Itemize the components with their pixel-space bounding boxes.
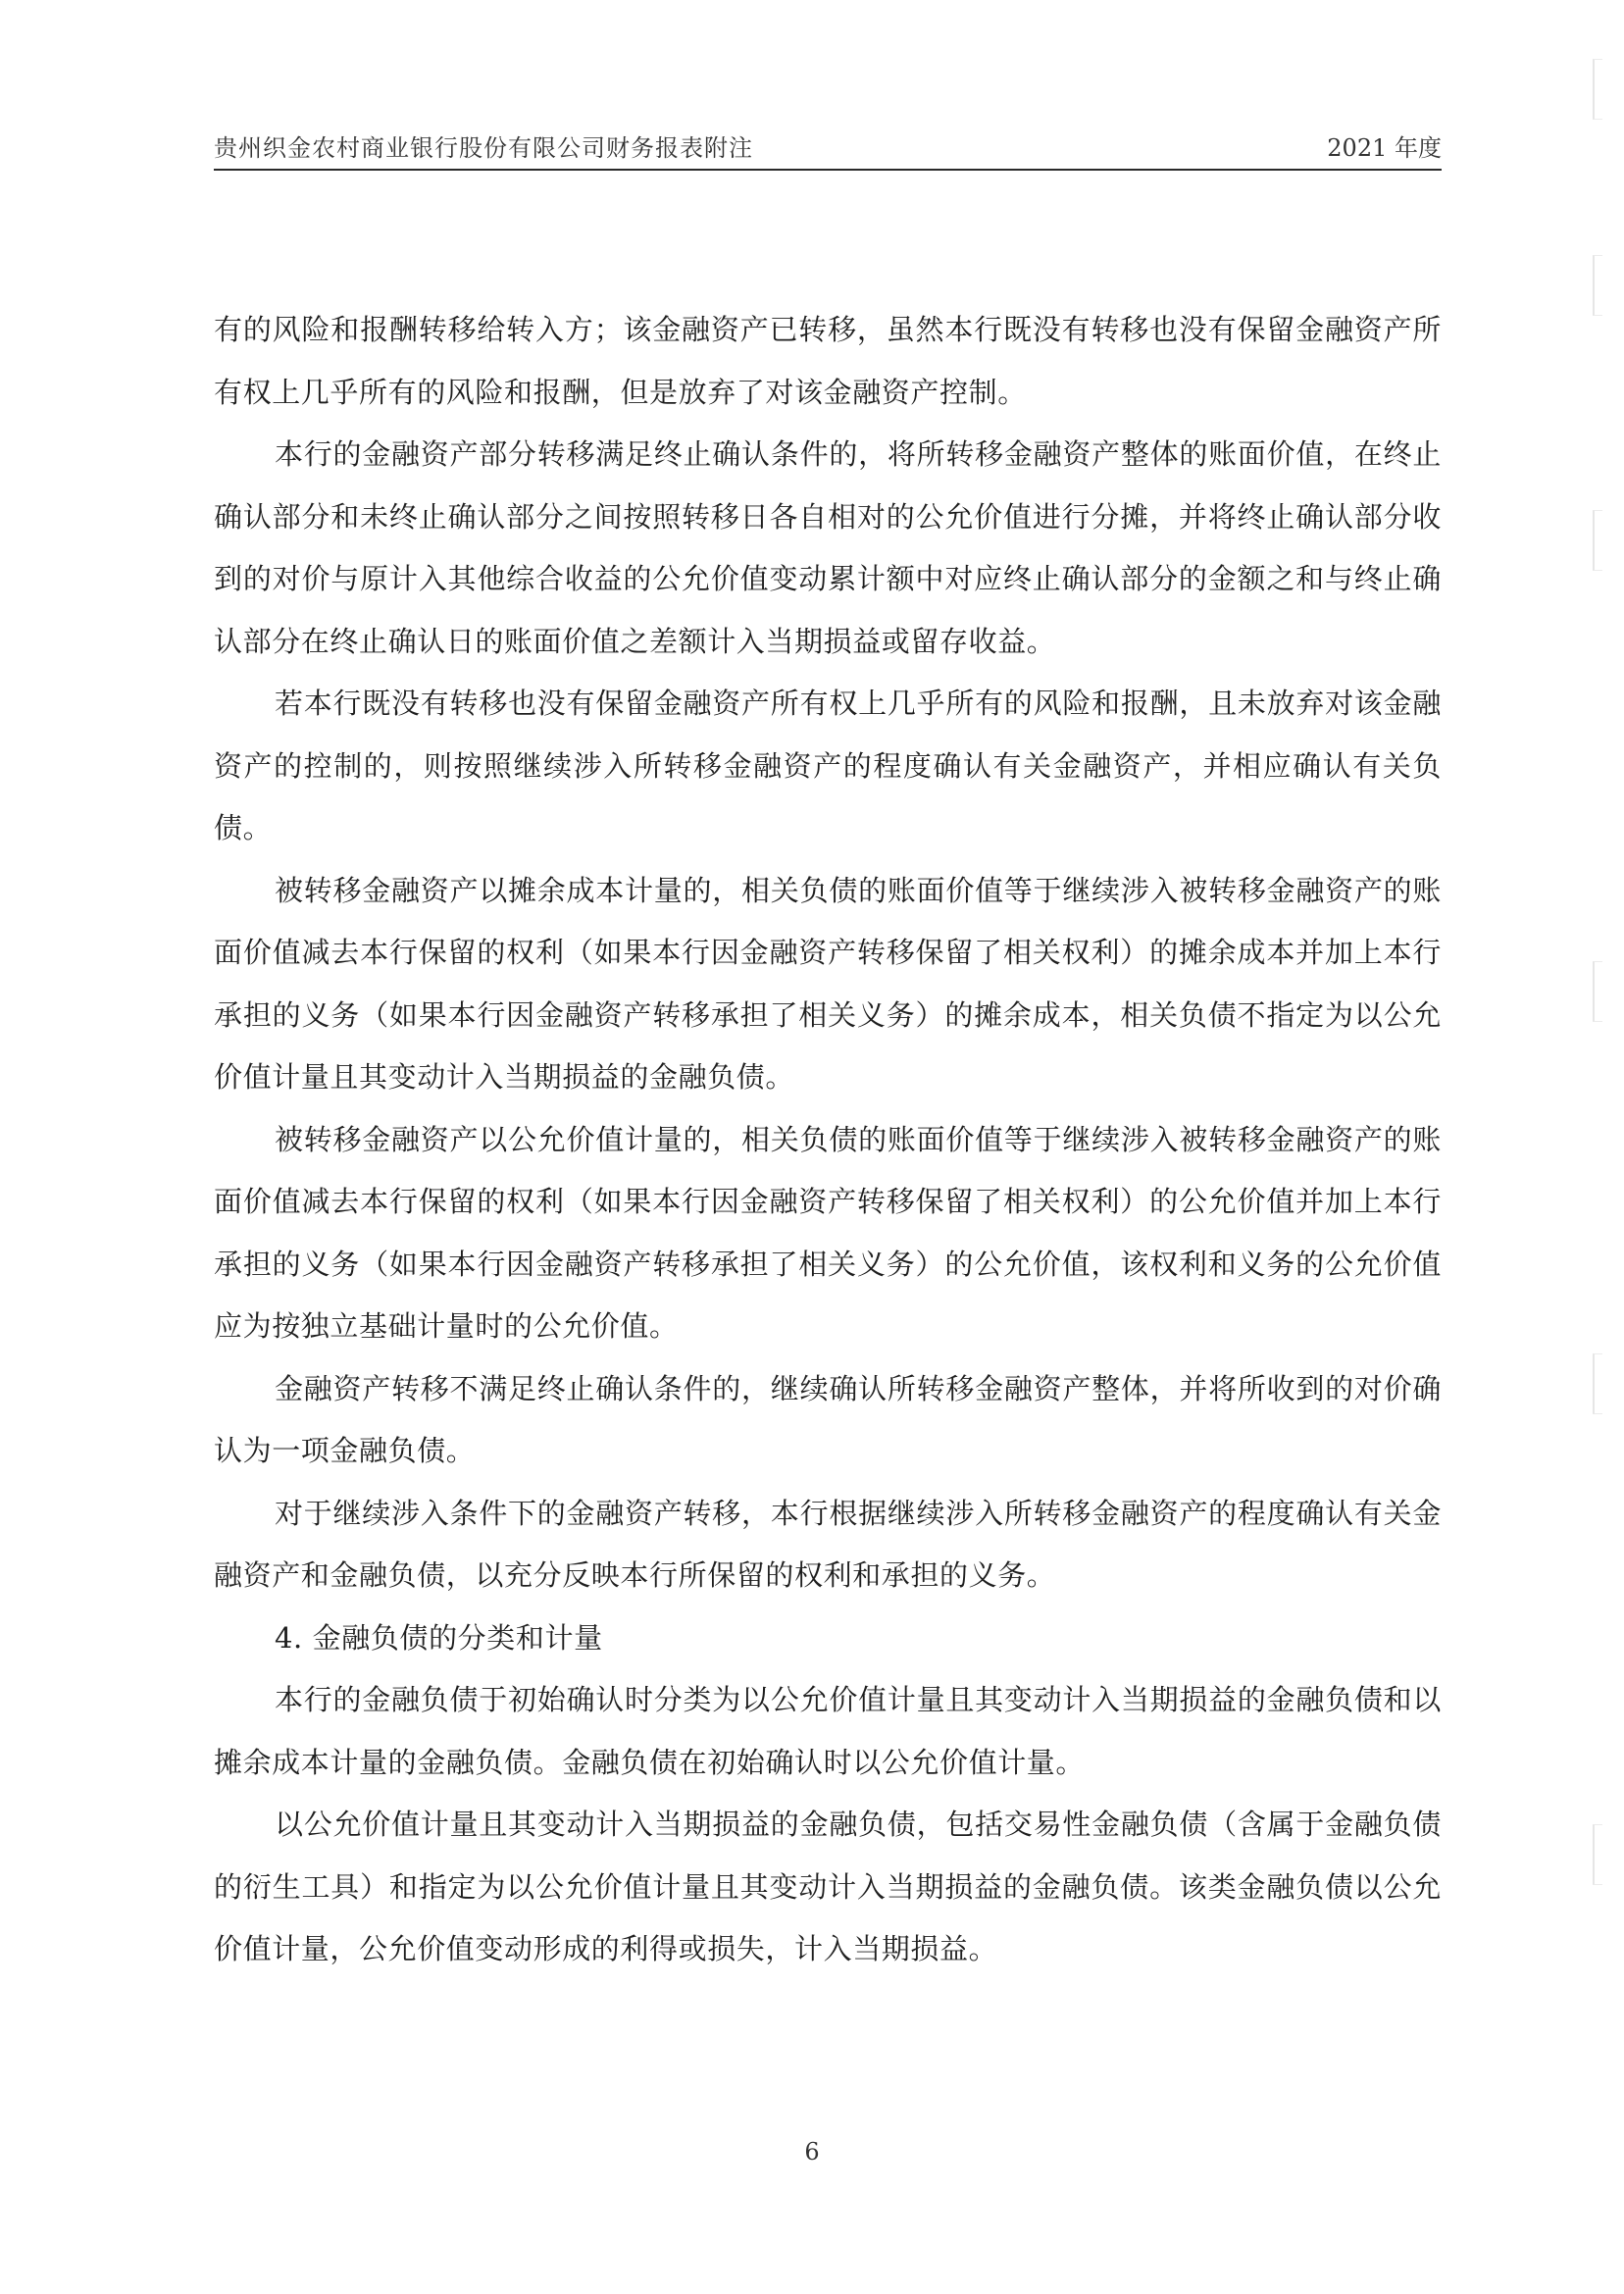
paragraph: 被转移金融资产以摊余成本计量的，相关负债的账面价值等于继续涉入被转移金融资产的账面价值减去本行保留的权利（如果本行因金融资产转移保留了相关权利）的摊余成本并加上本行承担的义务（如果本行因金融资产转移承担了相关义务）的摊余成本，相关负债不指定为以公允价值计量且其变动计入当期损益的金融负债。 xyxy=(214,873,1442,1094)
header-title: 贵州织金农村商业银行股份有限公司财务报表附注 xyxy=(214,134,753,162)
page-number: 6 xyxy=(804,2138,820,2166)
paragraph: 有的风险和报酬转移给转入方；该金融资产已转移，虽然本行既没有转移也没有保留金融资产所有权上几乎所有的风险和报酬，但是放弃了对该金融资产控制。 xyxy=(214,313,1442,409)
scan-edge-mark xyxy=(1593,961,1602,1022)
paragraph: 被转移金融资产以公允价值计量的，相关负债的账面价值等于继续涉入被转移金融资产的账面价值减去本行保留的权利（如果本行因金融资产转移保留了相关权利）的公允价值并加上本行承担的义务（如果本行因金融资产转移承担了相关义务）的公允价值，该权利和义务的公允价值应为按独立基础计量时的公允价值。 xyxy=(214,1122,1442,1343)
paragraph: 以公允价值计量且其变动计入当期损益的金融负债，包括交易性金融负债（含属于金融负债的衍生工具）和指定为以公允价值计量且其变动计入当期损益的金融负债。该类金融负债以公允价值计量，公允价值变动形成的利得或损失，计入当期损益。 xyxy=(214,1808,1442,1965)
scan-edge-mark xyxy=(1593,1353,1602,1414)
scan-edge-mark xyxy=(1593,510,1602,571)
scan-edge-mark xyxy=(1593,255,1602,316)
scan-edge-mark xyxy=(1593,59,1602,120)
paragraph: 若本行既没有转移也没有保留金融资产所有权上几乎所有的风险和报酬，且未放弃对该金融资产的控制的，则按照继续涉入所转移金融资产的程度确认有关金融资产，并相应确认有关负债。 xyxy=(214,687,1442,844)
document-body xyxy=(214,299,1442,1981)
paragraph: 本行的金融负债于初始确认时分类为以公允价值计量且其变动计入当期损益的金融负债和以摊余成本计量的金融负债。金融负债在初始确认时以公允价值计量。 xyxy=(214,1683,1442,1779)
page-header xyxy=(214,126,1442,171)
paragraph: 本行的金融资产部分转移满足终止确认条件的，将所转移金融资产整体的账面价值，在终止确认部分和未终止确认部分之间按照转移日各自相对的公允价值进行分摊，并将终止确认部分收到的对价与原计入其他综合收益的公允价值变动累计额中对应终止确认部分的金额之和与终止确认部分在终止确认日的账面价值之差额计入当期损益或留存收益。 xyxy=(214,437,1442,658)
scan-edge-mark xyxy=(1593,1824,1602,1885)
paragraph: 金融资产转移不满足终止确认条件的，继续确认所转移金融资产整体，并将所收到的对价确认为一项金融负债。 xyxy=(214,1371,1442,1467)
header-year: 2021 年度 xyxy=(1327,134,1442,162)
section-heading: 4. 金融负债的分类和计量 xyxy=(275,1620,603,1655)
paragraph: 对于继续涉入条件下的金融资产转移，本行根据继续涉入所转移金融资产的程度确认有关金融资产和金融负债，以充分反映本行所保留的权利和承担的义务。 xyxy=(214,1496,1442,1592)
